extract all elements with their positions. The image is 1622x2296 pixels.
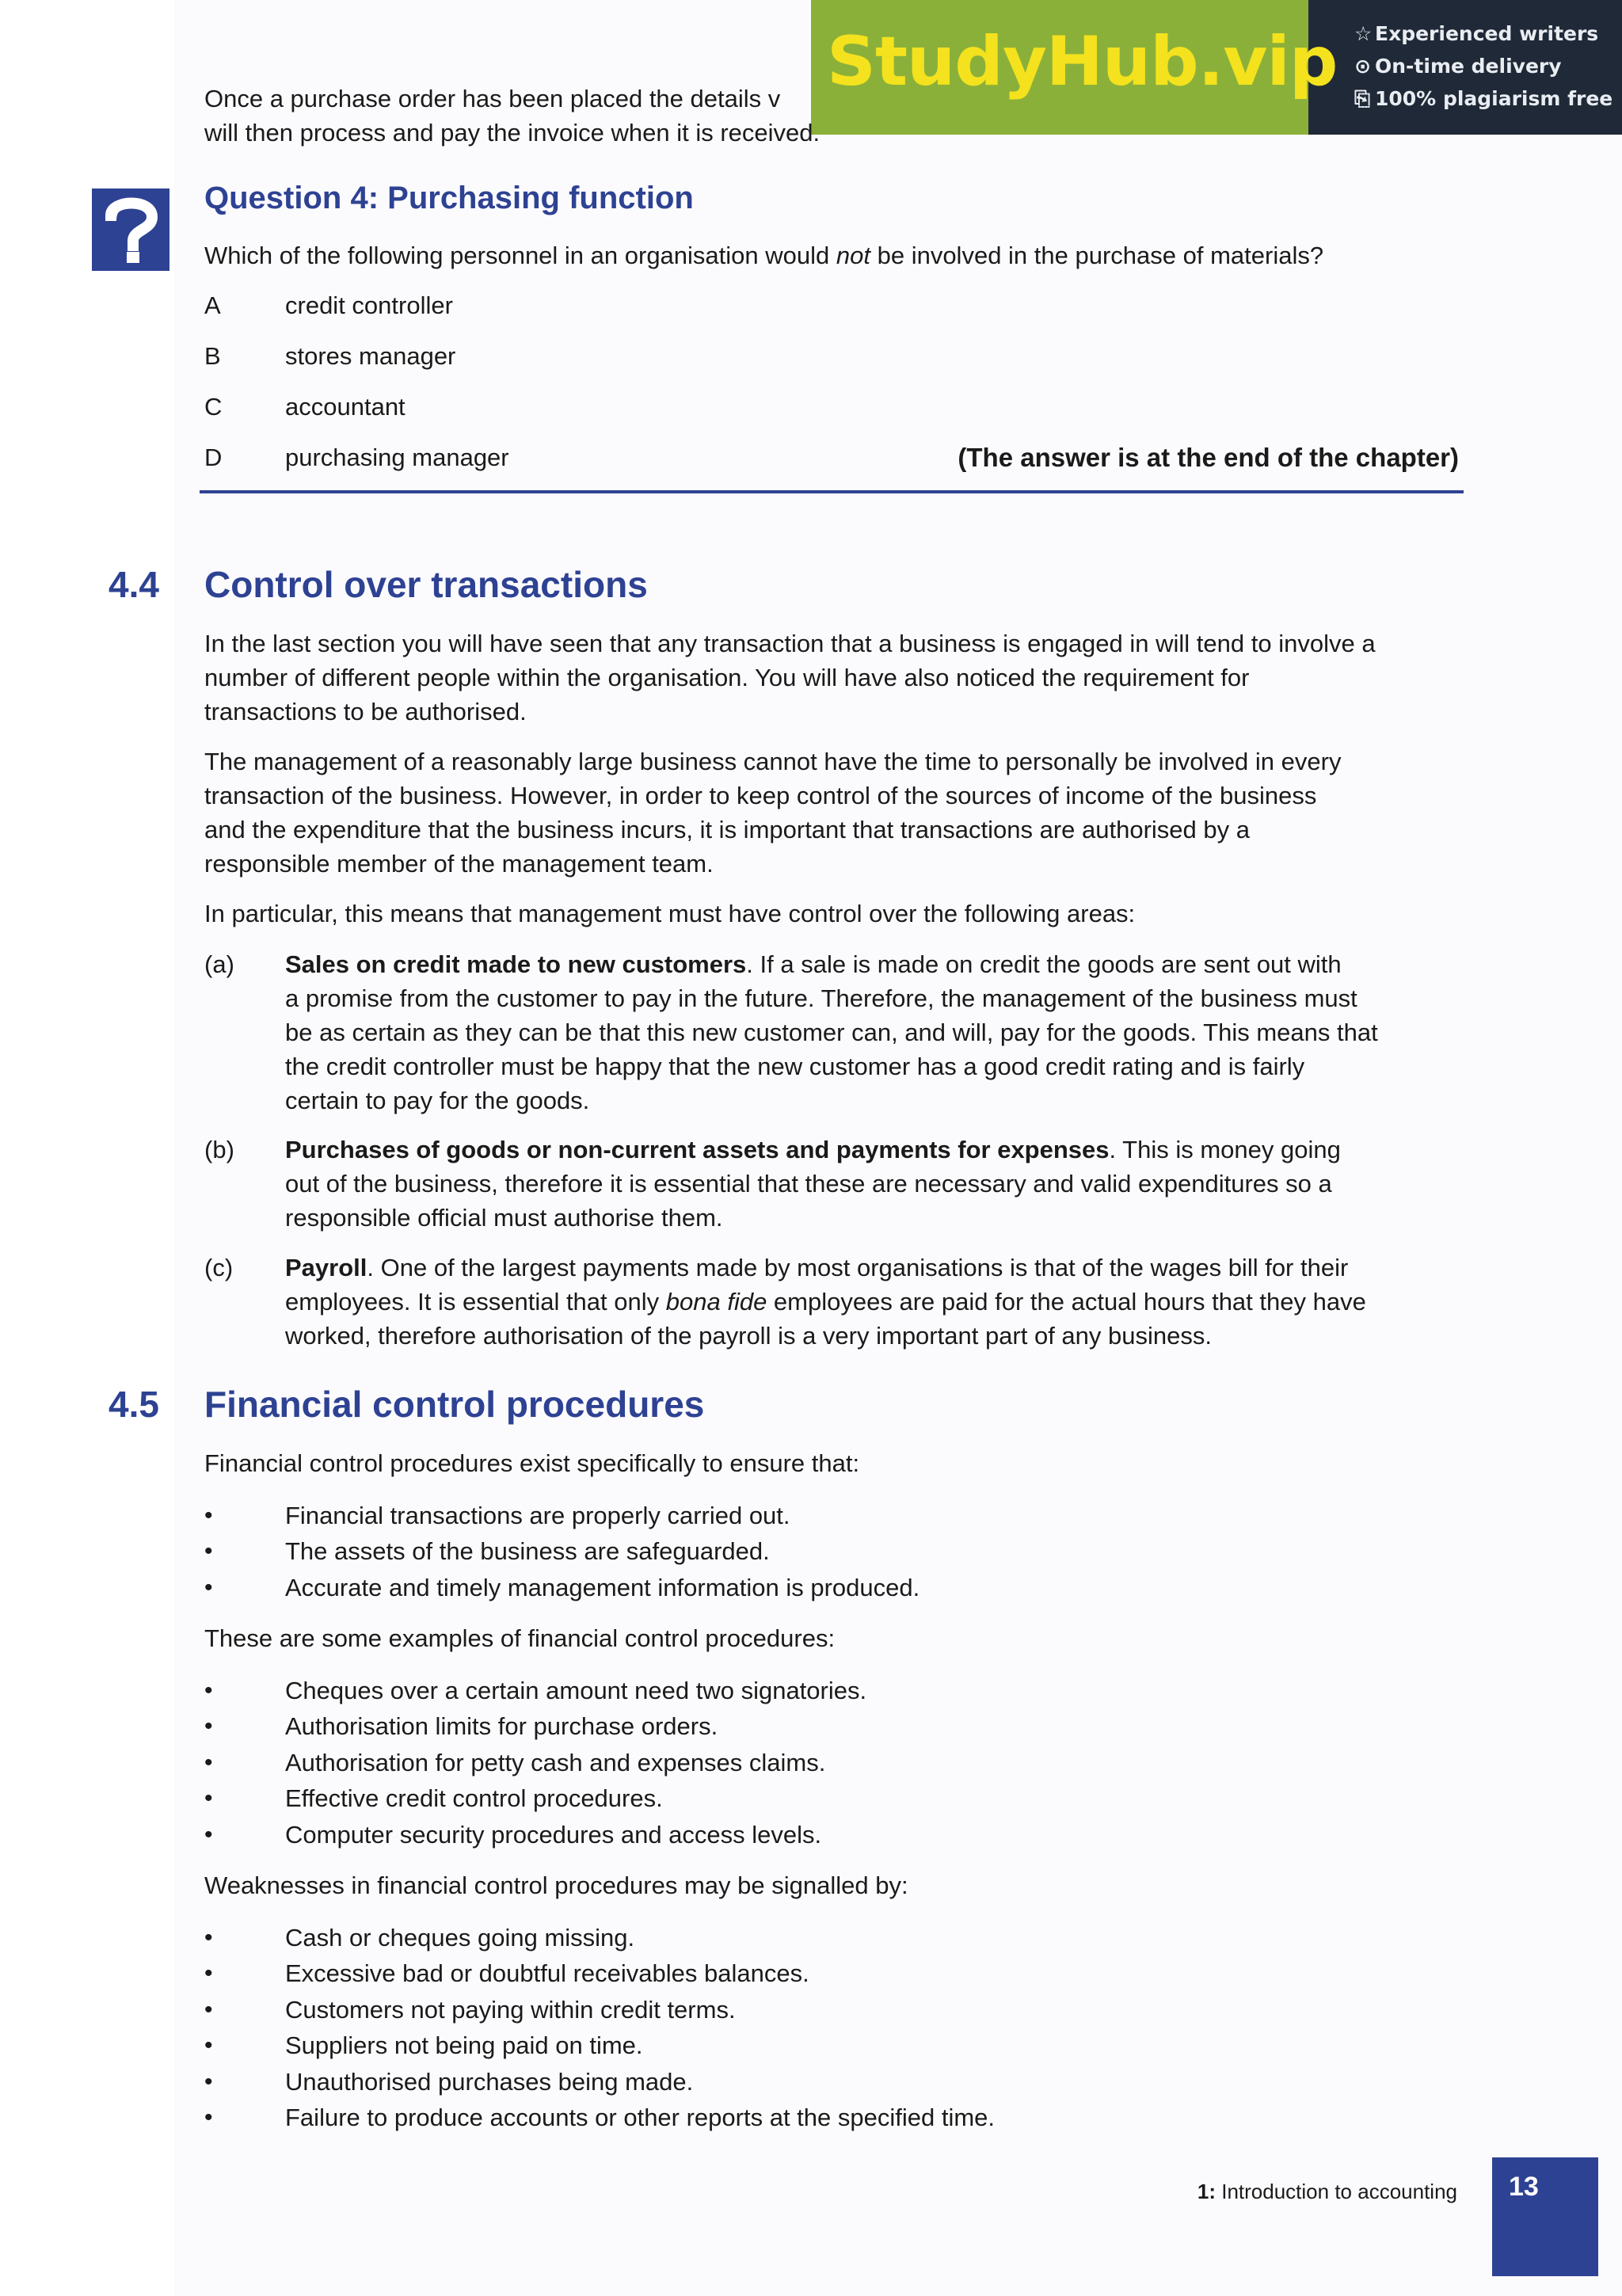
question-divider xyxy=(200,490,1464,493)
item-b-line2: out of the business, therefore it is essential that these are necessary and valid expenditures so a xyxy=(285,1170,1332,1197)
copy-icon: ⎘ xyxy=(1354,87,1371,110)
s45-intro3: Weaknesses in financial control procedures may be signalled by: xyxy=(204,1871,908,1899)
intro-line-2: will then process and pay the invoice when it is received. xyxy=(204,119,821,147)
item-a-line1: Sales on credit made to new customers. If a sale is made on credit the goods are sent out with xyxy=(285,950,1342,978)
feature-on-time: ⊙ On-time delivery xyxy=(1354,55,1562,78)
section-4-4-title: Control over transactions xyxy=(204,564,648,605)
section-4-5-number: 4.5 xyxy=(109,1384,159,1425)
item-c-label: (c) xyxy=(204,1254,234,1281)
item-a-line3: be as certain as they can be that this new customer can, and will, pay for the goods. This means that xyxy=(285,1019,1378,1046)
item-b-label: (b) xyxy=(204,1136,234,1163)
item-a-line2: a promise from the customer to pay in the future. Therefore, the management of the business must xyxy=(285,984,1357,1012)
s44-para3: In particular, this means that management must have control over the following areas: xyxy=(204,900,1136,927)
star-icon: ☆ xyxy=(1354,22,1373,45)
brand-logo[interactable]: StudyHub.vip xyxy=(827,22,1338,101)
s44-para1-line3: transactions to be authorised. xyxy=(204,698,527,725)
s44-para1-line2: number of different people within the organisation. You will have also noticed the requirement for xyxy=(204,664,1250,691)
s44-para2-line3: and the expenditure that the business incurs, it is important that transactions are authorised by a xyxy=(204,816,1250,843)
question-prompt: Which of the following personnel in an organisation would not be involved in the purchase of materials? xyxy=(204,242,1324,269)
s44-para1-line1: In the last section you will have seen that any transaction that a business is engaged in will tend to involve a xyxy=(204,630,1376,657)
item-c-line1: Payroll. One of the largest payments made by most organisations is that of the wages bill for their xyxy=(285,1254,1349,1281)
item-b-line1: Purchases of goods or non-current assets and payments for expenses. This is money going xyxy=(285,1136,1341,1163)
s44-para2-line4: responsible member of the management team. xyxy=(204,850,714,878)
section-4-4-number: 4.4 xyxy=(109,564,159,605)
section-4-5-title: Financial control procedures xyxy=(204,1384,705,1425)
item-c-line3: worked, therefore authorisation of the payroll is a very important part of any business. xyxy=(285,1322,1212,1350)
question-mark-icon xyxy=(92,188,169,271)
answer-note: (The answer is at the end of the chapter) xyxy=(958,443,1459,472)
feature-experienced: ☆ Experienced writers xyxy=(1354,22,1599,45)
page-number: 13 xyxy=(1509,2172,1539,2202)
item-b-line3: responsible official must authorise them. xyxy=(285,1204,723,1232)
item-c-line2: employees. It is essential that only bona fide employees are paid for the actual hours that they have xyxy=(285,1288,1366,1316)
item-a-label: (a) xyxy=(204,950,234,978)
s44-para2-line2: transaction of the business. However, in order to keep control of the sources of income of the business xyxy=(204,782,1317,809)
item-a-line4: the credit controller must be happy that the new customer has a good credit rating and is fairly xyxy=(285,1053,1305,1080)
chapter-footer: 1: Introduction to accounting xyxy=(1197,2180,1457,2203)
s45-intro1: Financial control procedures exist specifically to ensure that: xyxy=(204,1449,860,1477)
feature-plagiarism: ⎘ 100% plagiarism free xyxy=(1354,87,1613,110)
clock-icon: ⊙ xyxy=(1354,55,1371,78)
s45-intro2: These are some examples of financial control procedures: xyxy=(204,1624,836,1652)
item-a-line5: certain to pay for the goods. xyxy=(285,1087,590,1114)
s44-para2-line1: The management of a reasonably large business cannot have the time to personally be involved in every xyxy=(204,748,1342,775)
question-title: Question 4: Purchasing function xyxy=(204,181,694,215)
intro-line-1: Once a purchase order has been placed the details v xyxy=(204,85,781,112)
